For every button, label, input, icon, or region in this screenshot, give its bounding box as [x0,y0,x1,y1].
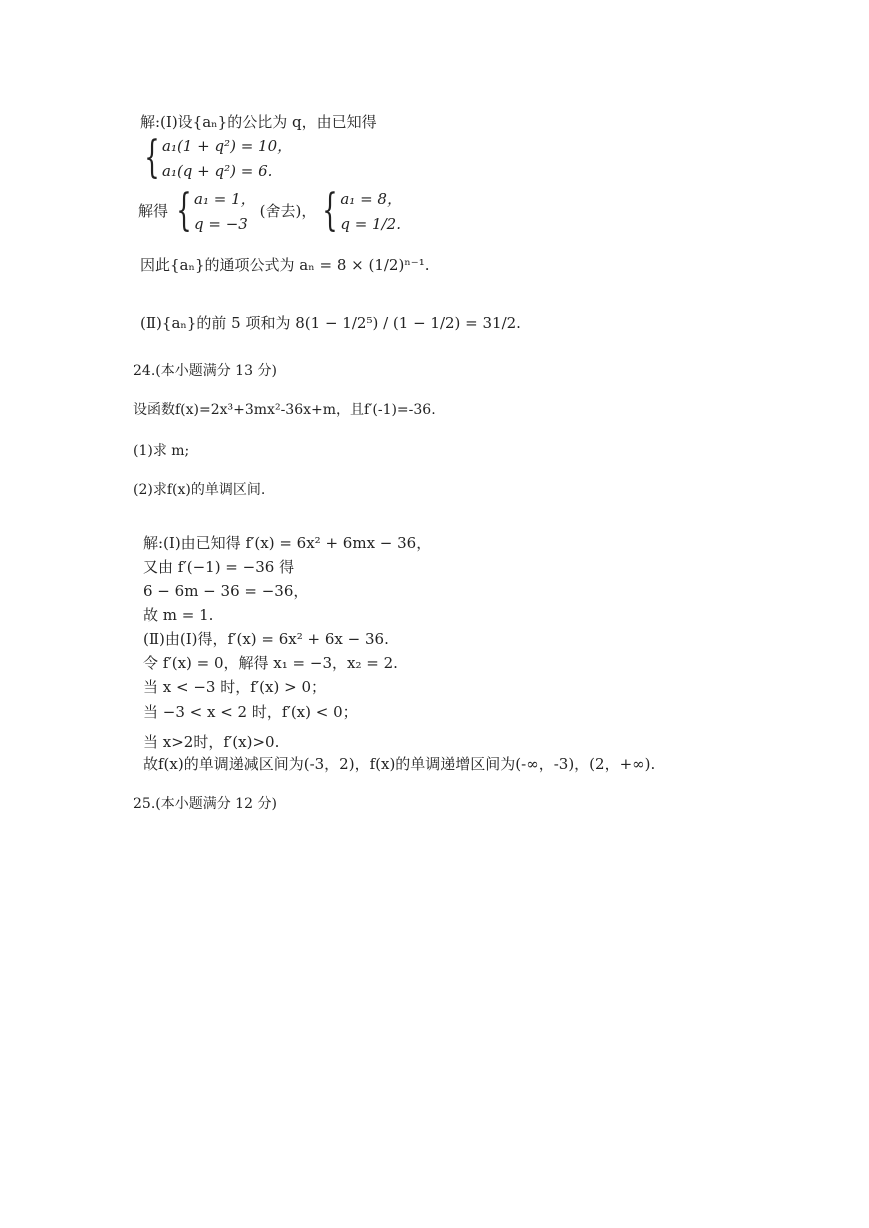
general-term: 因此{aₙ}的通项公式为 aₙ = 8 × (1/2)ⁿ⁻¹. [140,256,430,274]
part2-sum: (Ⅱ){aₙ}的前 5 项和为 8(1 − 1/2⁵) / (1 − 1/2) = 31/2. [140,314,521,332]
left-brace-icon: { [176,184,192,236]
left-brace-icon: { [144,131,160,183]
system-equation: a₁(q + q²) = 6. [162,162,273,180]
solution2-line: 又由 f′(−1) = −36 得 [143,558,295,576]
solution2-line: 当 x>2时，f′(x)>0. [143,733,280,751]
system-equation: a₁(1 + q²) = 10， [162,137,293,155]
left-brace-icon: { [322,184,339,236]
solution2-line: 令 f′(x) = 0，解得 x₁ = −3，x₂ = 2. [143,654,398,672]
solved-case2-line: a₁ = 8， [340,190,402,208]
question24-stem: 设函数f(x)=2x³+3mx²-36x+m，且f′(-1)=-36. [133,402,436,418]
solution2-line: 解:(Ⅰ)由已知得 f′(x) = 6x² + 6mx − 36， [143,534,432,552]
solved-prefix: 解得 [138,202,169,220]
solved-case1-line: q = −3 [194,215,248,233]
solved-discard: (舍去)， [259,202,317,220]
solution2-line: 6 − 6m − 36 = −36， [143,582,309,600]
solved-case1-line: a₁ = 1， [194,190,256,208]
question24-part1: (1)求 m; [133,443,190,459]
question24-header: 24.(本小题满分 13 分) [133,363,277,379]
solution2-line: 故 m = 1. [143,606,214,624]
solution2-line: (Ⅱ)由(Ⅰ)得，f′(x) = 6x² + 6x − 36. [143,630,389,648]
solution2-line: 故f(x)的单调递减区间为(-3，2)，f(x)的单调递增区间为(-∞，-3)，(2，+∞). [143,755,656,773]
solution2-line: 当 −3 < x < 2 时，f′(x) < 0； [143,703,358,721]
solution2-line: 当 x < −3 时，f′(x) > 0； [143,678,326,696]
question24-part2: (2)求f(x)的单调区间. [133,482,266,498]
solution1-solved [138,184,402,236]
question25-header: 25.(本小题满分 12 分) [133,796,277,812]
solution1-system [138,131,293,183]
solution1-intro: 解:(Ⅰ)设{aₙ}的公比为 q，由已知得 [140,113,377,131]
solved-case2-line: q = 1/2. [340,215,401,233]
